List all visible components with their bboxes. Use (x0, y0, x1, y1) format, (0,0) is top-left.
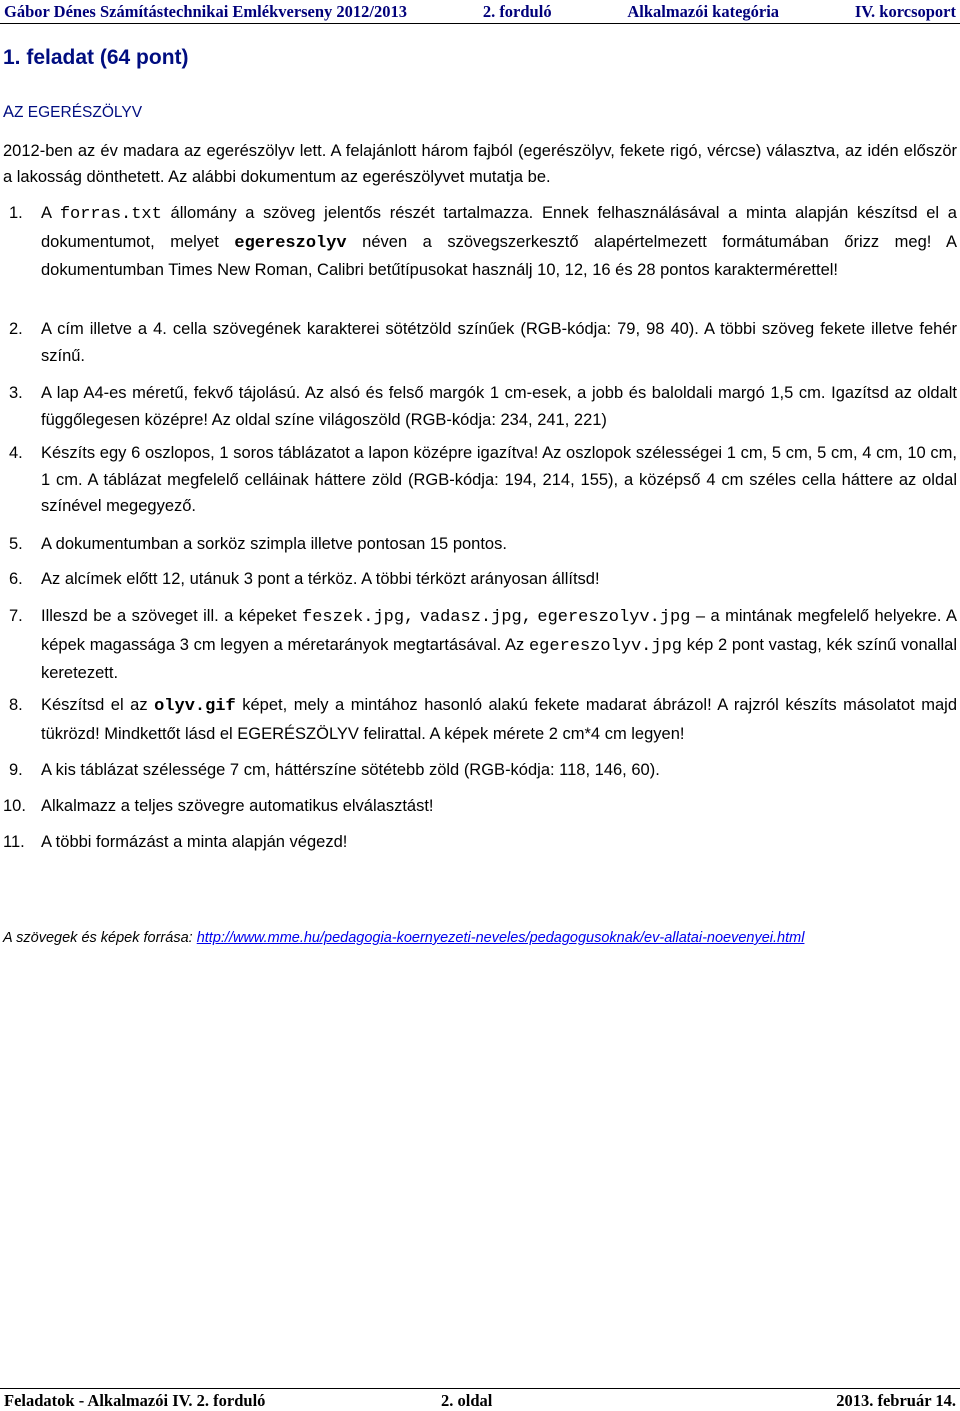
item-number: 3. (9, 384, 23, 402)
page-footer (0, 1388, 960, 1409)
header-group: IV. korcsoport (854, 2, 956, 21)
item-text-part: A (41, 204, 60, 222)
item-text (41, 692, 957, 747)
item-text-part: állomány a szöveg jelentős részét tartalmazza. Ennek felhasználásával a minta alapján készítsd el a dokumentumot, melyet (41, 204, 957, 251)
task-title: 1. feladat (64 pont) (3, 46, 189, 69)
item-text: Alkalmazz a teljes szövegre automatikus elválasztást! (41, 797, 434, 815)
page-header (0, 0, 960, 24)
footer-date: 2013. február 14. (836, 1391, 956, 1410)
footer-task-label: Feladatok - Alkalmazói IV. 2. forduló (4, 1391, 266, 1410)
item-number: 9. (9, 761, 23, 779)
source-link[interactable]: http://www.mme.hu/pedagogia-koernyezeti-neveles/pedagogusoknak/ev-allatai-noevenyei.html (196, 930, 805, 946)
file-name-egereszolyv: egereszolyv.jpg (537, 608, 691, 627)
item-text (41, 200, 957, 284)
subtitle-initial: A (3, 103, 15, 121)
file-name-forras: forras.txt (59, 205, 162, 224)
header-category: Alkalmazói kategória (627, 2, 780, 21)
item-number: 4. (9, 444, 23, 462)
item-text: A kis táblázat szélessége 7 cm, háttérszíne sötétebb zöld (RGB-kódja: 118, 146, 60). (41, 761, 660, 779)
item-number: 1. (9, 204, 23, 222)
item-number: 7. (9, 607, 23, 625)
item-number: 2. (9, 320, 23, 338)
item-number: 11. (3, 833, 25, 851)
item-text: A dokumentumban a sorköz szimpla illetve pontosan 15 pontos. (41, 535, 507, 553)
file-name-vadasz: vadasz.jpg, (419, 608, 532, 627)
item-text-part: kép 2 pont vastag, kék színű vonallal keretezett. (41, 635, 957, 682)
intro-paragraph: 2012-ben az év madara az egerészölyv lett. A felajánlott három fajból (egerészölyv, fekete rigó, vércse) választva, az idén először a lakosság dönthetett. Az alábbi dokumentum az egerészölyvet mutatja be. (3, 142, 957, 186)
subtitle-rest: Z EGERÉSZÖLYV (14, 104, 143, 121)
file-name-egereszolyv-2: egereszolyv.jpg (528, 636, 682, 656)
task-subtitle (3, 103, 142, 122)
footer-page-number: 2. oldal (441, 1391, 493, 1410)
item-number: 6. (9, 570, 23, 588)
file-name-feszek: feszek.jpg, (302, 608, 415, 627)
item-number: 5. (9, 535, 23, 553)
item-text: A többi formázást a minta alapján végezd! (41, 833, 348, 851)
item-text-part: Illeszd be a szöveget ill. a képeket (41, 607, 303, 625)
file-name-olyv: olyv.gif (154, 697, 236, 716)
item-text: A cím illetve a 4. cella szövegének karakterei sötétzöld színűek (RGB-kódja: 79, 98 40). A többi szöveg fekete illetve fehér színű. (41, 320, 957, 365)
item-text (41, 603, 957, 687)
item-text: Készíts egy 6 oszlopos, 1 soros táblázatot a lapon középre igazítva! Az oszlopok szélességei 1 cm, 5 cm, 5 cm, 4 cm, 10 cm, 1 cm. A táblázat megfelelő celláinak háttere zöld (RGB-kódja: 194, 214, 155), a középső 4 cm széles cella háttere az oldal színével megegyező. (41, 444, 957, 515)
item-text: Az alcímek előtt 12, utánuk 3 pont a térköz. A többi térközt arányosan állítsd! (41, 570, 600, 588)
document-name: egereszolyv (234, 233, 347, 253)
source-label: A szövegek és képek forrása: (3, 930, 197, 946)
item-number: 8. (9, 696, 23, 714)
item-text-part: néven a szövegszerkesztő alapértelmezett formátumában őrizz meg! A dokumentumban Times New Roman, Calibri betűtípusokat használj 10, 12, 16 és 28 pontos karaktermérettel! (41, 232, 957, 279)
item-text-part: Készítsd el az (41, 696, 155, 714)
item-text-part: képet, mely a mintához hasonló alakú fekete madarat ábrázol! A rajzról készíts másolatot majd tükrözd! Mindkettőt lásd el EGERÉSZÖLYV felirattal. A képek mérete 2 cm*4 cm legyen! (41, 696, 957, 743)
source-note (3, 930, 804, 946)
header-competition: Gábor Dénes Számítástechnikai Emlékverseny 2012/2013 (4, 2, 408, 21)
header-round: 2. forduló (482, 2, 552, 21)
item-text: A lap A4-es méretű, fekvő tájolású. Az alsó és felső margók 1 cm-esek, a jobb és baloldali margó 1,5 cm. Igazítsd az oldalt függőlegesen középre! Az oldal színe világoszöld (RGB-kódja: 234, 241, 221) (41, 384, 957, 429)
item-text-part: – a mintának megfelelő helyekre. A képek magassága 3 cm legyen a méretarányok megtartásával. Az (41, 607, 957, 654)
item-number: 10. (3, 797, 26, 815)
